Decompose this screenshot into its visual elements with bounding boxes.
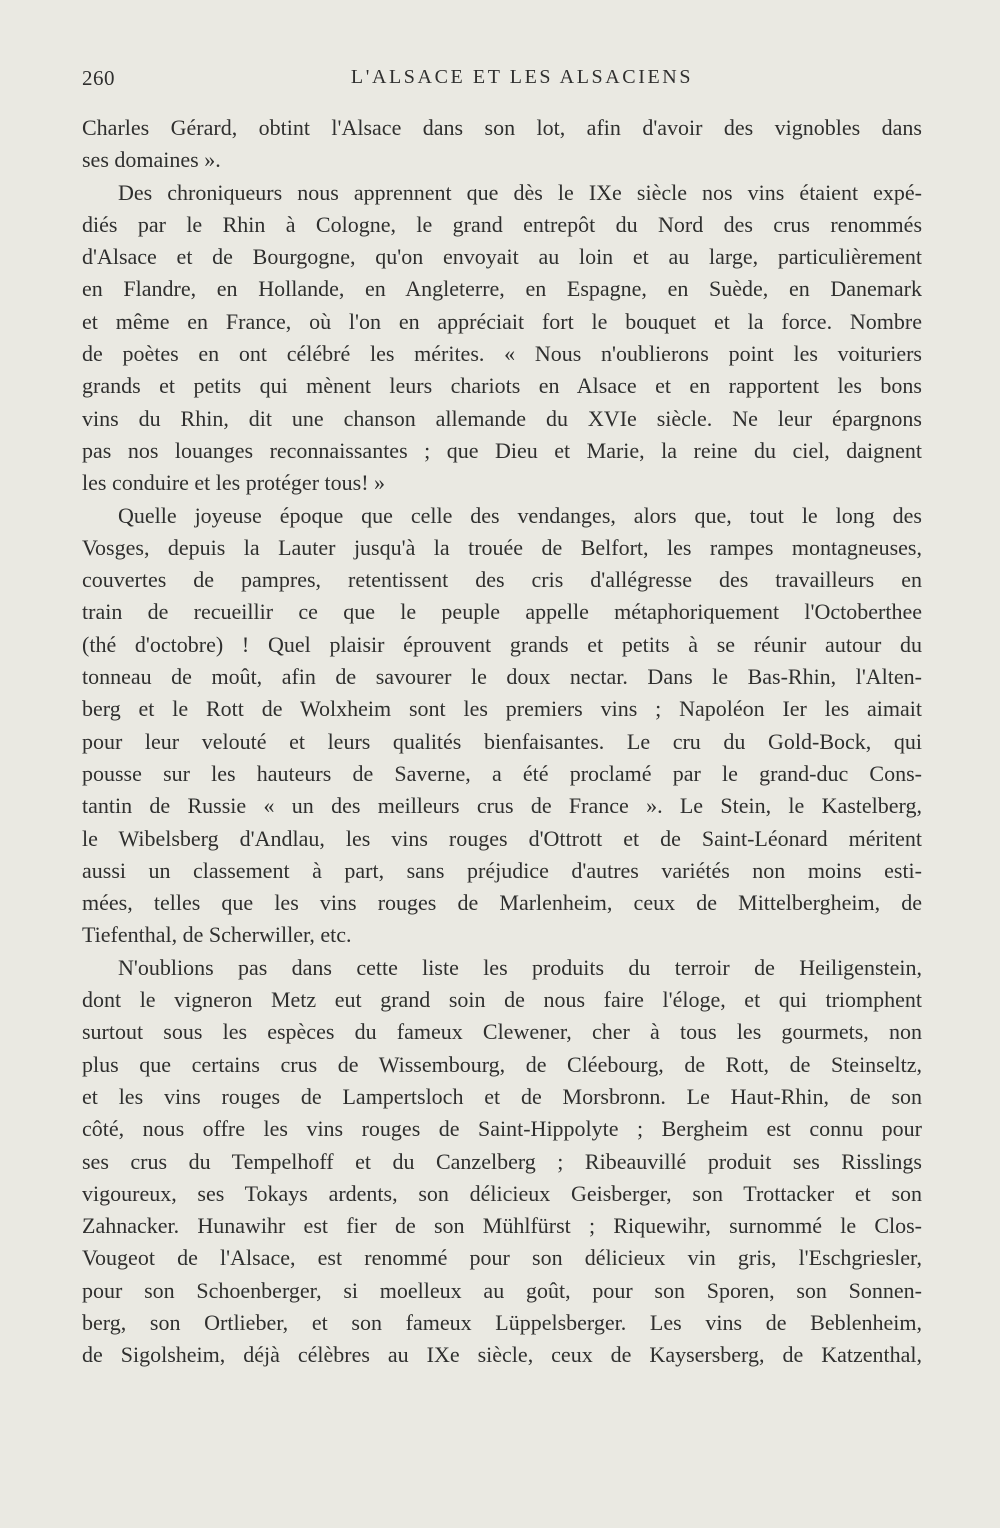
text-line: vigoureux, ses Tokays ardents, son délicieux Geisberger, son Trottacker et son — [82, 1180, 922, 1206]
text-line: d'Alsace et de Bourgogne, qu'on envoyait au loin et au large, particulièrement — [82, 244, 922, 270]
text-line: Des chroniqueurs nous apprennent que dès le IXe siècle nos vins étaient expé- — [118, 179, 922, 205]
text-line: pour son Schoenberger, si moelleux au goût, pour son Sporen, son Sonnen- — [82, 1277, 922, 1303]
text-line: côté, nous offre les vins rouges de Saint-Hippolyte ; Bergheim est connu pour — [82, 1116, 922, 1142]
text-line: vins du Rhin, dit une chanson allemande du XVIe siècle. Ne leur épargnons — [82, 405, 922, 431]
text-line: mées, telles que les vins rouges de Marlenheim, ceux de Mittelbergheim, de — [82, 890, 922, 916]
body-text — [82, 112, 922, 1372]
text-line: pousse sur les hauteurs de Saverne, a été proclamé par le grand-duc Cons- — [82, 760, 922, 786]
text-line: dont le vigneron Metz eut grand soin de nous faire l'éloge, et qui triomphent — [82, 987, 922, 1013]
text-line: N'oublions pas dans cette liste les produits du terroir de Heiligenstein, — [118, 954, 922, 980]
text-line: Charles Gérard, obtint l'Alsace dans son lot, afin d'avoir des vignobles dans — [82, 115, 922, 140]
text-line: berg et le Rott de Wolxheim sont les premiers vins ; Napoléon Ier les aimait — [82, 696, 922, 722]
text-line: plus que certains crus de Wissembourg, de Cléebourg, de Rott, de Steinseltz, — [82, 1051, 922, 1077]
text-line: train de recueillir ce que le peuple appelle métaphoriquement l'Octoberthee — [82, 599, 922, 625]
text-line: pas nos louanges reconnaissantes ; que Dieu et Marie, la reine du ciel, daignent — [82, 437, 922, 463]
text-line: tonneau de moût, afin de savourer le doux nectar. Dans le Bas-Rhin, l'Alten- — [82, 664, 922, 690]
text-line: le Wibelsberg d'Andlau, les vins rouges d'Ottrott et de Saint-Léonard méritent — [82, 825, 922, 851]
text-line: de Sigolsheim, déjà célèbres au IXe siècle, ceux de Kaysersberg, de Katzenthal, — [82, 1342, 922, 1368]
text-line: pour leur velouté et leurs qualités bienfaisantes. Le cru du Gold-Bock, qui — [82, 728, 922, 754]
text-line: aussi un classement à part, sans préjudice d'autres variétés non moins esti- — [82, 857, 922, 883]
text-line: les conduire et les protéger tous! » — [82, 470, 386, 496]
text-line: (thé d'octobre) ! Quel plaisir éprouvent grands et petits à se réunir autour du — [82, 631, 922, 657]
text-line: de poètes en ont célébré les mérites. « Nous n'oublierons point les voituriers — [82, 341, 922, 367]
text-line: grands et petits qui mènent leurs chariots en Alsace et en rapportent les bons — [82, 373, 922, 399]
text-line: surtout sous les espèces du fameux Clewener, cher à tous les gourmets, non — [82, 1019, 922, 1045]
running-head: L'ALSACE ET LES ALSACIENS — [350, 66, 694, 88]
text-line: berg, son Ortlieber, et son fameux Lüppelsberger. Les vins de Beblenheim, — [82, 1309, 922, 1335]
page-header — [82, 66, 922, 100]
text-line: ses domaines ». — [82, 147, 221, 173]
text-line: Vougeot de l'Alsace, est renommé pour son délicieux vin gris, l'Eschgriesler, — [82, 1245, 922, 1271]
text-line: tantin de Russie « un des meilleurs crus de France ». Le Stein, le Kastelberg, — [82, 793, 922, 819]
text-line: Vosges, depuis la Lauter jusqu'à la trouée de Belfort, les rampes montagneuses, — [82, 534, 922, 560]
text-line: et les vins rouges de Lampertsloch et de Morsbronn. Le Haut-Rhin, de son — [82, 1083, 922, 1109]
page-number: 260 — [82, 66, 115, 90]
text-line: Quelle joyeuse époque que celle des vendanges, alors que, tout le long des — [118, 502, 922, 528]
text-line: en Flandre, en Hollande, en Angleterre, en Espagne, en Suède, en Danemark — [82, 276, 922, 302]
text-line: couvertes de pampres, retentissent des cris d'allégresse des travailleurs en — [82, 567, 922, 593]
text-line: diés par le Rhin à Cologne, le grand entrepôt du Nord des crus renommés — [82, 211, 922, 237]
text-line: Tiefenthal, de Scherwiller, etc. — [82, 922, 352, 948]
text-line: ses crus du Tempelhoff et du Canzelberg ; Ribeauvillé produit ses Risslings — [82, 1148, 922, 1174]
text-line: Zahnacker. Hunawihr est fier de son Mühlfürst ; Riquewihr, surnommé le Clos- — [82, 1213, 922, 1239]
text-line: et même en France, où l'on en appréciait fort le bouquet et la force. Nombre — [82, 308, 922, 334]
